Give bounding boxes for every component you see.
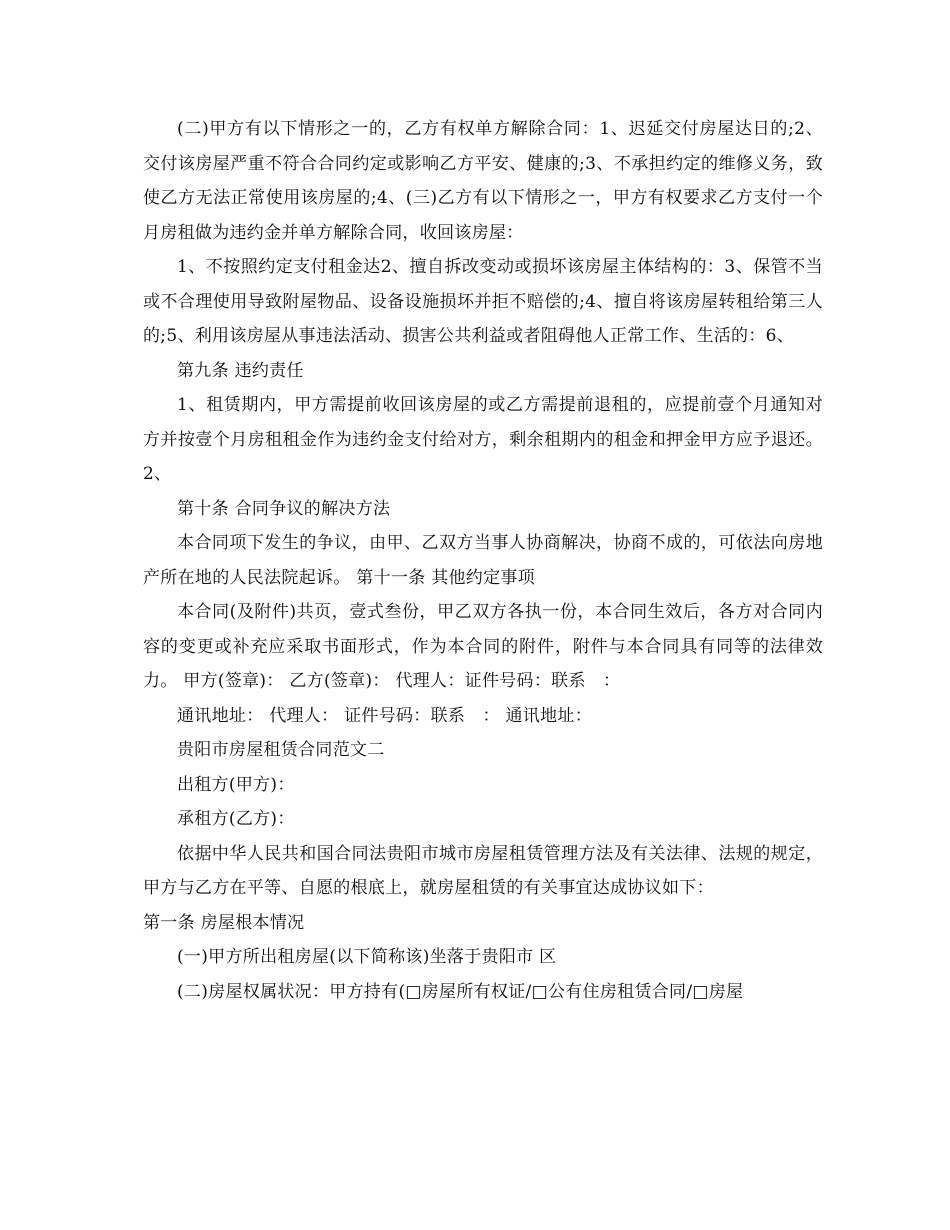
paragraph-liability: 1、租赁期内，甲方需提前收回该房屋的或乙方需提前退租的，应提前壹个月通知对方并按壹个月房租租金作为违约金支付给对方，剩余租期内的租金和押金甲方应予退还。 2、 bbox=[143, 395, 823, 484]
paragraph-legal-basis: 依据中华人民共和国合同法贵阳市城市房屋租赁管理方法及有关法律、法规的规定，甲方与乙方在平等、自愿的根底上，就房屋租赁的有关事宜达成协议如下： bbox=[143, 843, 823, 898]
heading-article-1: 第一条 房屋根本情况 bbox=[143, 912, 305, 933]
paragraph-termination-by-tenant: (二)甲方有以下情形之一的，乙方有权单方解除合同：1、迟延交付房屋达日的;2、交付该房屋严重不符合合同约定或影响乙方平安、健康的;3、不承担约定的维修义务，致使乙方无法正常使用该房屋的;4、(三)乙方有以下情形之一，甲方有权要求乙方支付一个月房租做为违约金并单方解除合同，收回该房屋： bbox=[143, 119, 823, 243]
field-lessee: 承租方(乙方)： bbox=[177, 809, 295, 829]
heading-article-10: 第十条 合同争议的解决方法 bbox=[177, 498, 391, 519]
paragraph-dispute-resolution: 本合同项下发生的争议，由甲、乙双方当事人协商解决，协商不成的，可依法向房地产所在地的人民法院起诉。 第十一条 其他约定事项 bbox=[143, 533, 823, 588]
paragraph-copies-and-signatures: 本合同(及附件)共页，壹式叁份，甲乙双方各执一份，本合同生效后，各方对合同内容的变更或补充应采取书面形式，作为本合同的附件，附件与本合同具有同等的法律效力。 甲方(签章)： 乙方(签章)： 代理人：证件号码：联系 ： bbox=[143, 602, 823, 691]
field-lessor: 出租方(甲方)： bbox=[177, 774, 295, 795]
paragraph-ownership-status: (二)房屋权属状况：甲方持有(□房屋所有权证/□公有住房租赁合同/□房屋 bbox=[177, 981, 744, 1002]
paragraph-termination-conditions: 1、不按照约定支付租金达2、擅自拆改变动或损坏该房屋主体结构的：3、保管不当或不合理使用导致附屋物品、设备设施损坏并拒不赔偿的;4、擅自将该房屋转租给第三人的;5、利用该房屋从事违法活动、损害公共利益或者阻碍他人正常工作、生活的：6、 bbox=[143, 257, 823, 346]
heading-article-9: 第九条 违约责任 bbox=[177, 360, 304, 381]
heading-contract-sample-2: 贵阳市房屋租赁合同范文二 bbox=[177, 740, 385, 760]
paragraph-address-fields: 通讯地址： 代理人： 证件号码：联系 ： 通讯地址： bbox=[177, 705, 593, 726]
document-body bbox=[143, 112, 823, 1009]
paragraph-house-location: (一)甲方所出租房屋(以下简称该)坐落于贵阳市 区 bbox=[177, 947, 557, 967]
